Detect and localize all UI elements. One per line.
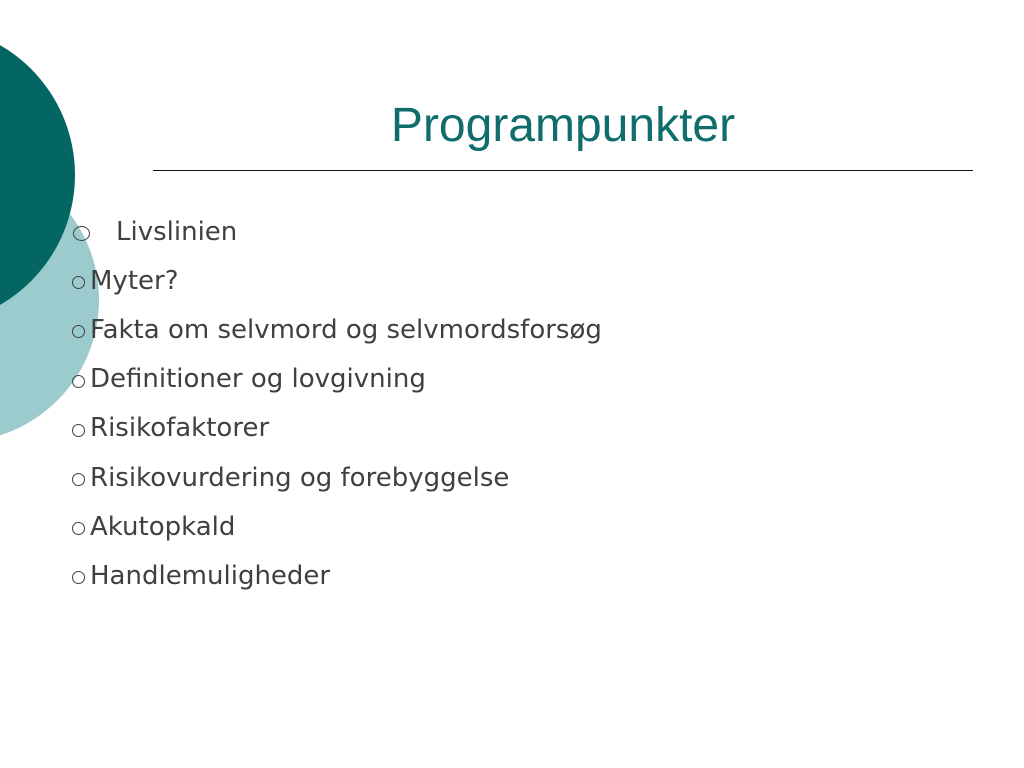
hollow-circle-icon — [72, 276, 85, 289]
list-item-label: Myter? — [90, 265, 179, 296]
hollow-circle-icon — [72, 375, 85, 388]
list-item-label: Livslinien — [116, 216, 238, 247]
list-item — [72, 256, 602, 305]
slide-title: Programpunkter — [390, 99, 736, 152]
agenda-list — [72, 207, 602, 601]
list-item — [72, 551, 602, 600]
list-item — [72, 502, 602, 551]
hollow-circle-icon — [72, 571, 85, 584]
hollow-circle-icon — [72, 325, 85, 338]
hollow-circle-icon — [72, 522, 85, 535]
list-item — [72, 355, 602, 404]
list-item-label: Risikovurdering og forebyggelse — [90, 462, 510, 493]
list-item-label: Definitioner og lovgivning — [90, 364, 426, 395]
hollow-circle-icon — [72, 424, 85, 437]
list-item — [72, 305, 602, 354]
list-item — [72, 404, 602, 453]
list-item-label: Risikofaktorer — [90, 413, 270, 444]
title-divider — [153, 170, 973, 171]
list-item-label: Akutopkald — [90, 511, 236, 542]
list-item — [72, 453, 602, 502]
hollow-circle-icon — [72, 473, 85, 486]
list-item-label: Handlemuligheder — [90, 560, 331, 591]
hollow-circle-icon — [73, 226, 90, 241]
list-item — [72, 207, 602, 256]
list-item-label: Fakta om selvmord og selvmordsforsøg — [90, 314, 602, 345]
